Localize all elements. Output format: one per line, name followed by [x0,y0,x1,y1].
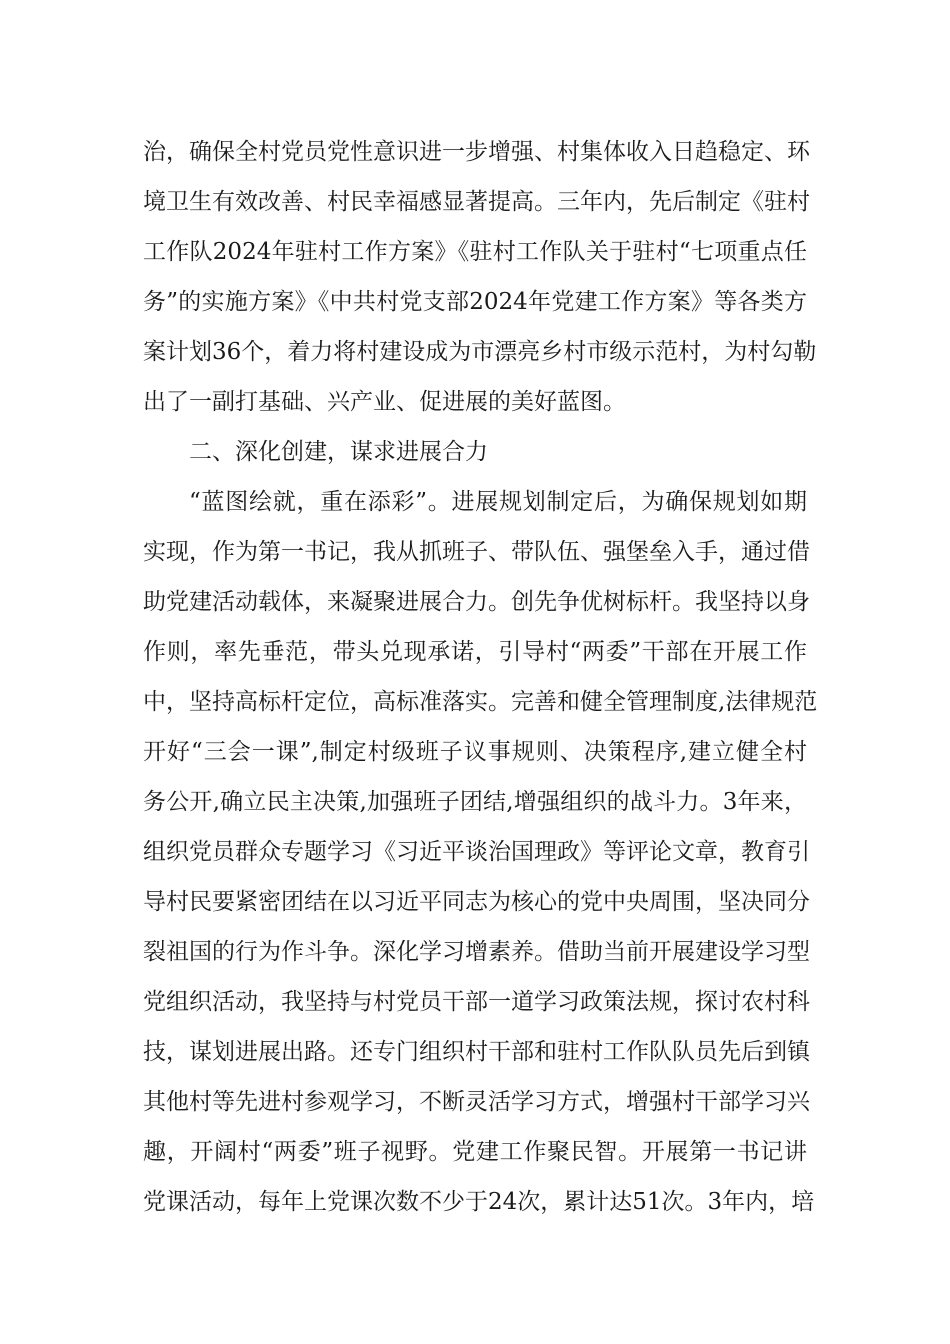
paragraph-1-line: 境卫生有效改善、村民幸福感显著提高。三年内，先后制定《驻村 [143,189,810,215]
paragraph-2-line: 党组织活动，我坚持与村党员干部一道学习政策法规，探讨农村科 [143,989,810,1015]
paragraph-2-line: 务公开,确立民主决策,加强班子团结,增强组织的战斗力。3年来， [143,789,807,815]
paragraph-1-line: 工作队2024年驻村工作方案》《驻村工作队关于驻村“七项重点任 [143,239,807,265]
paragraph-2-line: 技，谋划进展出路。还专门组织村干部和驻村工作队队员先后到镇 [143,1039,810,1065]
paragraph-2-line: 中，坚持高标杆定位，高标准落实。完善和健全管理制度,法律规范 [143,689,818,715]
paragraph-2-line: 实现，作为第一书记，我从抓班子、带队伍、强堡垒入手，通过借 [143,539,810,565]
section-heading: 二、深化创建，谋求进展合力 [189,439,488,465]
paragraph-2-line: 裂祖国的行为作斗争。深化学习增素养。借助当前开展建设学习型 [143,939,810,965]
paragraph-2-line: “蓝图绘就，重在添彩”。进展规划制定后，为确保规划如期 [189,489,807,515]
paragraph-2-line: 作则，率先垂范，带头兑现承诺，引导村“两委”干部在开展工作 [143,639,807,665]
paragraph-2-line: 组织党员群众专题学习《习近平谈治国理政》等评论文章，教育引 [143,839,810,865]
paragraph-1-line: 治，确保全村党员党性意识进一步增强、村集体收入日趋稳定、环 [143,139,810,165]
paragraph-2-line: 导村民要紧密团结在以习近平同志为核心的党中央周围，坚决同分 [143,889,810,915]
paragraph-2-line: 趣，开阔村“两委”班子视野。党建工作聚民智。开展第一书记讲 [143,1139,807,1165]
paragraph-2-line: 党课活动，每年上党课次数不少于24次，累计达51次。3年内，培 [143,1189,815,1215]
paragraph-2-line: 助党建活动载体，来凝聚进展合力。创先争优树标杆。我坚持以身 [143,589,810,615]
paragraph-1-line: 务”的实施方案》《中共村党支部2024年党建工作方案》等各类方 [143,289,807,315]
paragraph-2-line: 其他村等先进村参观学习，不断灵活学习方式，增强村干部学习兴 [143,1089,810,1115]
paragraph-2-line: 开好“三会一课”,制定村级班子议事规则、决策程序,建立健全村 [143,739,807,765]
paragraph-1-line: 出了一副打基础、兴产业、促进展的美好蓝图。 [143,389,626,415]
paragraph-1-line: 案计划36个，着力将村建设成为市漂亮乡村市级示范村，为村勾勒 [143,339,817,365]
